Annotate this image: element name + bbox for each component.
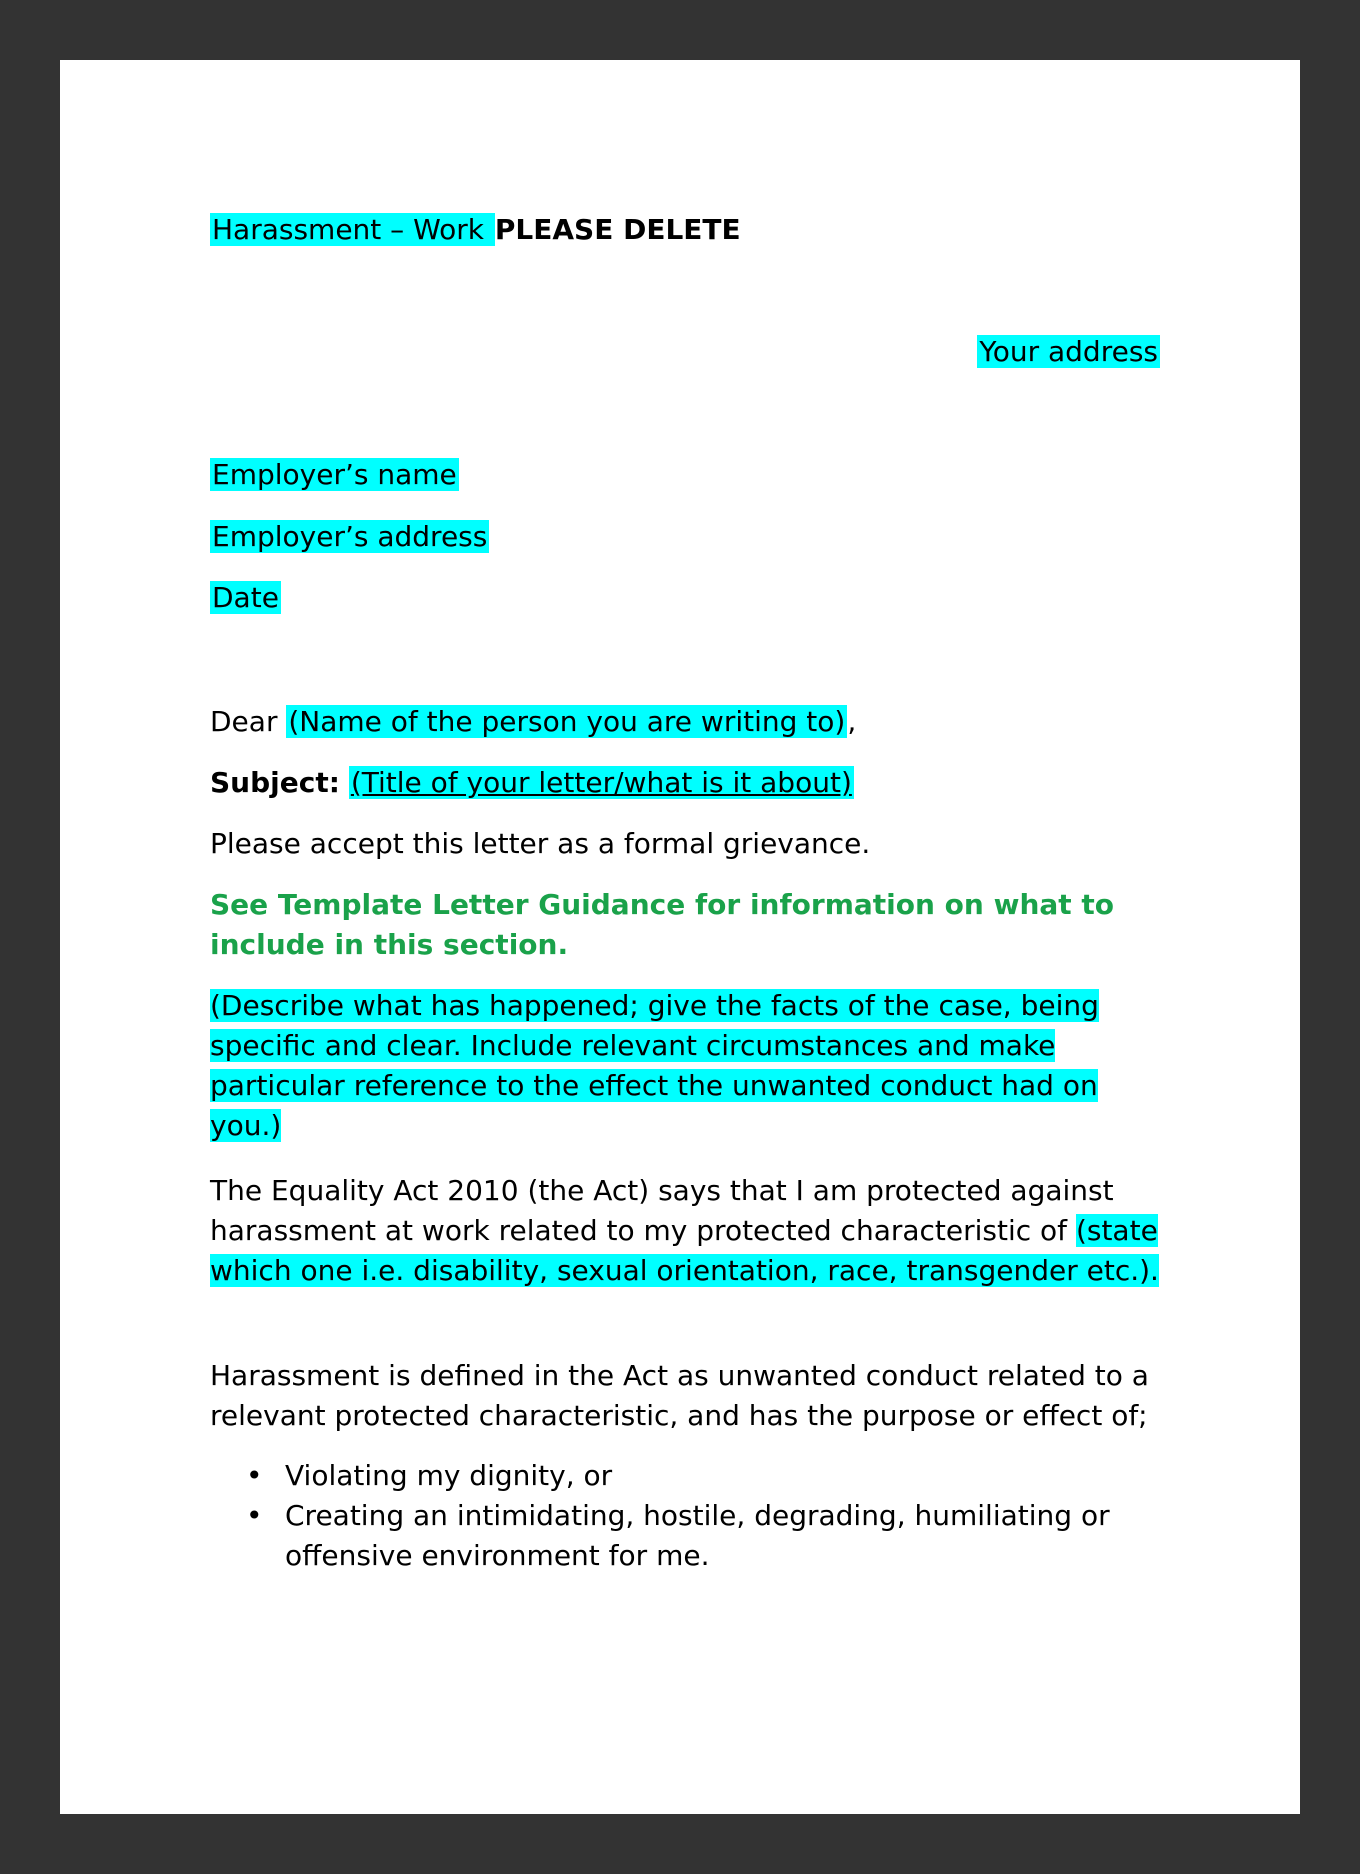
recipient-name-placeholder: (Name of the person you are writing to) xyxy=(288,705,846,738)
bullet-icon: • xyxy=(246,1459,263,1492)
salutation xyxy=(210,702,856,742)
grievance-statement: Please accept this letter as a formal grievance. xyxy=(210,827,871,860)
list-item-text: Creating an intimidating, hostile, degrading, humiliating or offensive environment for me. xyxy=(285,1499,1110,1572)
date-placeholder: Date xyxy=(212,581,279,614)
subject-placeholder: (Title of your letter/what is it about) xyxy=(350,766,852,799)
letter-date xyxy=(210,578,281,618)
list-item xyxy=(210,1496,1170,1576)
title-highlight: Harassment – Work xyxy=(212,213,493,246)
describe-paragraph xyxy=(210,986,1170,1146)
your-address xyxy=(977,332,1160,372)
employer-address xyxy=(210,517,489,557)
employer-name-placeholder: Employer’s name xyxy=(212,458,457,491)
equality-text: The Equality Act 2010 (the Act) says that I am protected against harassment at work related to my protected characteristic of xyxy=(210,1174,1114,1247)
subject-label: Subject: xyxy=(210,766,340,799)
harassment-definition: Harassment is defined in the Act as unwanted conduct related to a relevant protected characteristic, and has the purpose or effect of; xyxy=(210,1359,1149,1432)
equality-act-paragraph xyxy=(210,1171,1170,1291)
subject-line xyxy=(210,763,854,803)
bullet-icon: • xyxy=(246,1499,263,1532)
employer-name xyxy=(210,455,459,495)
title-delete-note: PLEASE DELETE xyxy=(494,213,741,246)
salutation-suffix: , xyxy=(847,705,857,738)
employer-address-placeholder: Employer’s address xyxy=(212,520,488,553)
letter-title xyxy=(210,210,741,250)
describe-placeholder: (Describe what has happened; give the facts of the case, being specific and clear. Include relevant circumstances and make particular reference to the effect the unwanted conduct had on you.) xyxy=(210,989,1099,1142)
list-item xyxy=(210,1456,1170,1496)
effects-list xyxy=(210,1456,1170,1576)
your-address-placeholder: Your address xyxy=(979,335,1158,368)
document-page xyxy=(60,60,1300,1814)
guidance-note: See Template Letter Guidance for information on what to include in this section. xyxy=(210,888,1115,961)
list-item-text: Violating my dignity, or xyxy=(285,1459,613,1492)
characteristic-placeholder: (state which one i.e. disability, sexual orientation, race, transgender etc.). xyxy=(210,1214,1159,1287)
salutation-prefix: Dear xyxy=(210,705,287,738)
